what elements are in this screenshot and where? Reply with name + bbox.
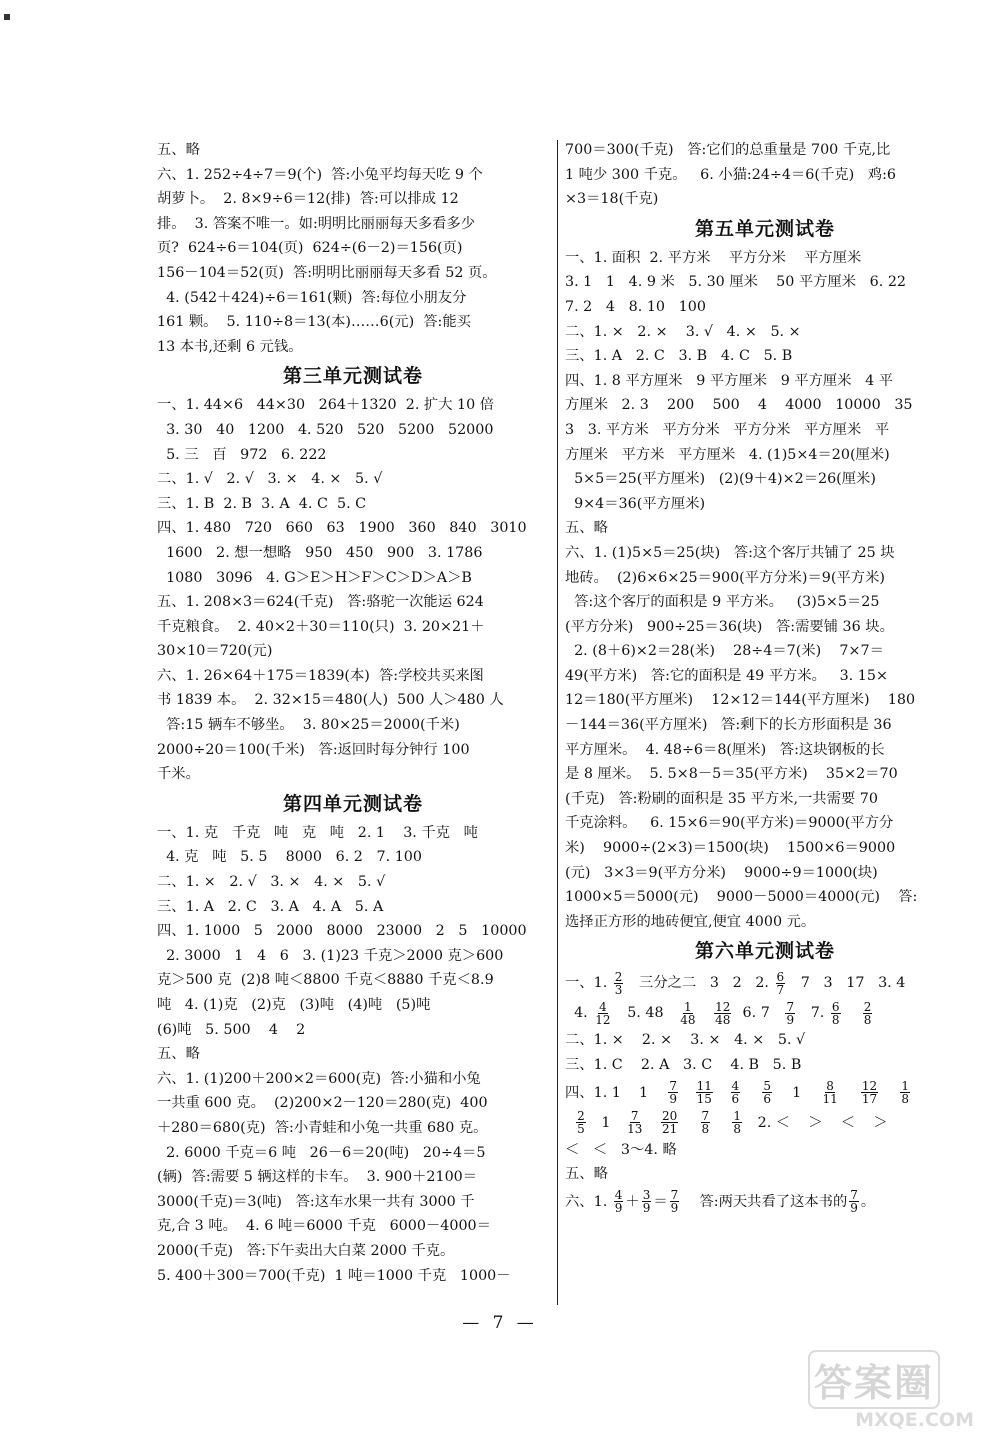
answer-line: 六、1. 252÷4÷7＝9(个) 答:小兔平均每天吃 9 个 (157, 166, 483, 183)
answer-line: 5. 400＋300＝700(千克) 1 吨＝1000 千克 1000－ (157, 1267, 511, 1284)
answer-line: 吨 4. (1)克 (2)克 (3)吨 (4)吨 (5)吨 (157, 997, 431, 1013)
answer-line: 161 颗。 5. 110÷8＝13(本)……6(元) 答:能买 (157, 314, 471, 331)
answer-line: 六、1. (1)200＋200×2＝600(克) 答:小猫和小兔 (157, 1070, 481, 1087)
answer-line: 4. 克 吨 5. 5 8000 6. 2 7. 100 (157, 849, 423, 866)
answer-line: 30×10＝720(元) (157, 643, 273, 660)
answer-line: 五、略 (157, 142, 200, 158)
fraction: $\frac{20}{21}$ (662, 1109, 678, 1137)
answer-line: 700＝300(千克) 答:它们的总重量是 700 千克,比 (565, 142, 891, 158)
fraction: $\frac{6}{8}$ (831, 999, 840, 1027)
fraction: $\frac{1}{8}$ (733, 1109, 741, 1137)
page-number: — 7 — (462, 1313, 538, 1333)
answer-line: 五、1. 208×3＝624(千克) 答:骆驼一次能运 624 (157, 594, 484, 611)
answer-line: 一共重 600 克。 (2)200×2－120＝280(克) 400 (157, 1095, 488, 1112)
answer-line: 二、1. × 2. × 3. × 4. × 5. √ (565, 1032, 806, 1049)
fraction: $\frac{2}{5}$ (577, 1109, 585, 1137)
fraction: $\frac{6}{7}$ (776, 969, 785, 997)
answer-line: 二、1. × 2. √ 3. × 4. × 5. √ (157, 874, 386, 891)
fraction: $\frac{12}{17}$ (861, 1079, 878, 1107)
fraction: $\frac{3}{9}$ (642, 1188, 651, 1216)
answer-line: ＋280＝680(克) 答:小青蛙和小兔一共重 680 克。 (157, 1119, 488, 1136)
answer-line: 5×5＝25(平方厘米) (2)(9＋4)×2＝26(厘米) (565, 471, 876, 488)
fraction: $\frac{7}{9}$ (786, 999, 795, 1027)
column-divider (557, 140, 558, 1305)
answer-line: 六、1. $\frac{4}{9}$ ＋ $\frac{3}{9}$ ＝ $\frac{7}{9}$ 答:两天共看了这本书的 $\frac{7}{9}$ 。 (565, 1188, 876, 1216)
watermark-logo (808, 1350, 978, 1430)
answer-line: 克,合 3 吨。 4. 6 吨＝6000 千克 6000－4000＝ (157, 1218, 491, 1235)
answer-line: 三、1. A 2. C 3. B 4. C 5. B (565, 348, 793, 365)
fraction: $\frac{2}{8}$ (863, 999, 872, 1027)
answer-line: 5. 三 百 972 6. 222 (157, 446, 327, 463)
answer-line: 1080 3096 4. G＞E＞H＞F＞C＞D＞A＞B (157, 569, 472, 586)
answer-line: ＜ ＜ 3～4. 略 (565, 1141, 677, 1158)
answer-line: 3. 1 1 4. 9 米 5. 30 厘米 50 平方厘米 6. 22 (565, 274, 907, 291)
answer-line: 三、1. B 2. B 3. A 4. C 5. C (157, 495, 367, 512)
answer-line: 地砖。 (2)6×6×25＝900(平方分米)＝9(平方米) (565, 569, 885, 586)
answer-line: (千克) 答:粉刷的面积是 35 平方米,一共需要 70 (565, 790, 878, 807)
answer-line: 9×4＝36(平方厘米) (565, 495, 706, 512)
answer-line: 四、1. 1000 5 2000 8000 23000 2 5 10000 (157, 923, 527, 940)
answer-line: 2000(千克) 答:下午卖出大白菜 2000 千克。 (157, 1242, 455, 1259)
answer-line: 胡萝卜。 2. 8×9÷6＝12(排) 答:可以排成 12 (157, 191, 459, 208)
fraction: $\frac{11}{15}$ (696, 1079, 712, 1107)
answer-line: ×3＝18(千克) (565, 191, 659, 208)
right-column (565, 138, 965, 1217)
answer-line: 六、1. (1)5×5＝25(块) 答:这个客厅共铺了 25 块 (565, 544, 895, 561)
answer-line: 是 8 厘米。 5. 5×8－5＝35(平方米) 35×2＝70 (565, 766, 898, 783)
answer-line: 2000÷20＝100(千米) 答:返回时每分钟行 100 (157, 741, 470, 758)
fraction: $\frac{8}{11}$ (822, 1079, 838, 1107)
left-column (157, 138, 549, 1288)
fraction: $\frac{4}{9}$ (614, 1188, 623, 1216)
fraction: $\frac{7}{13}$ (627, 1109, 643, 1137)
answer-line: 二、1. √ 2. √ 3. × 4. × 5. √ (157, 471, 383, 488)
answer-line: 一、1. 44×6 44×30 264＋1320 2. 扩大 10 倍 (157, 397, 495, 414)
answer-line: 1000×5＝5000(元) 9000－5000＝4000(元) 答: (565, 889, 918, 906)
answer-line: (元) 3×3＝9(平方分米) 9000÷9＝1000(块) (565, 864, 878, 881)
answer-line: 五、略 (157, 1046, 200, 1063)
answer-line: 千米。 (157, 766, 200, 783)
fraction: $\frac{7}{8}$ (701, 1109, 710, 1137)
answer-line: 方厘米 2. 3 200 500 4 4000 10000 35 (565, 397, 913, 414)
fraction: $\frac{7}{9}$ (670, 1188, 679, 1216)
fraction: $\frac{4}{12}$ (595, 999, 611, 1027)
answer-line: 3000(千克)＝3(吨) 答:这车水果一共有 3000 千 (157, 1193, 475, 1210)
answer-line: (6)吨 5. 500 4 2 (157, 1021, 306, 1038)
answer-line: 四、1. 1 1 $\frac{7}{9}$ $\frac{11}{15}$ $\frac{4}{6}$ $\frac{5}{6}$ 1 $\frac{8}{11}$ $\frac{12}{17}$ $\frac{1}{8}$ (565, 1079, 910, 1107)
answer-line: 3 3. 平方米 平方分米 平方分米 平方厘米 平 (565, 421, 890, 438)
answer-line: 选择正方形的地砖便宜,便宜 4000 元。 (565, 913, 816, 930)
answer-line: 2. (8＋6)×2＝28(米) 28÷4＝7(米) 7×7＝ (565, 643, 884, 660)
answer-line: 1 吨少 300 千克。 6. 小猫:24÷4＝6(千克) 鸡:6 (565, 166, 896, 183)
answer-line: 三、1. A 2. C 3. A 4. A 5. A (157, 898, 384, 915)
answer-line: 1600 2. 想一想略 950 450 900 3. 1786 (157, 544, 483, 561)
answer-line: 一、1. $\frac{2}{3}$ 三分之二 3 2 2. $\frac{6}{7}$ 7 3 17 3. 4 (565, 969, 906, 997)
answer-line: 答:这个客厅的面积是 9 平方米。 (3)5×5＝25 (565, 594, 880, 611)
watermark-url: MXQE.COM (855, 1409, 974, 1431)
answer-line: 五、略 (565, 1166, 608, 1183)
fraction: $\frac{5}{6}$ (763, 1079, 771, 1107)
answer-line: 7. 2 4 8. 10 100 (565, 298, 706, 315)
fraction: $\frac{7}{9}$ (669, 1079, 677, 1107)
answer-line: 3. 30 40 1200 4. 520 520 5200 52000 (157, 421, 494, 438)
answer-line: (辆) 答:需要 5 辆这样的卡车。 3. 900＋2100＝ (157, 1169, 478, 1186)
fraction: $\frac{2}{3}$ (614, 969, 623, 997)
answer-line: 一、1. 克 千克 吨 克 吨 2. 1 3. 千克 吨 (157, 824, 478, 841)
answer-line: 一、1. 面积 2. 平方米 平方分米 平方厘米 (565, 249, 862, 266)
answer-line: 二、1. × 2. × 3. √ 4. × 5. × (565, 323, 801, 340)
answer-line: －144＝36(平方厘米) 答:剩下的长方形面积是 36 (565, 717, 892, 734)
answer-line: 2. 3000 1 4 6 3. (1)23 千克＞2000 克＞600 (157, 947, 504, 964)
answer-line: 方厘米 平方米 平方厘米 4. (1)5×4＝20(厘米) (565, 446, 890, 463)
answer-line: 书 1839 本。 2. 32×15＝480(人) 500 人＞480 人 (157, 692, 504, 709)
answer-line: 四、1. 8 平方厘米 9 平方厘米 9 平方厘米 4 平 (565, 372, 894, 389)
answer-line: 156－104＝52(页) 答:明明比丽丽每天多看 52 页。 (157, 264, 497, 281)
answer-line: 平方厘米。 4. 48÷6＝8(厘米) 答:这块钢板的长 (565, 741, 885, 758)
section-heading: 第三单元测试卷 (282, 365, 423, 388)
answer-line: 千克粮食。 2. 40×2＋30＝110(只) 3. 20×21＋ (157, 618, 485, 635)
answer-line: 4. $\frac{4}{12}$ 5. 48 $\frac{1}{48}$ $\frac{12}{48}$ 6. 7 $\frac{7}{9}$ 7. $\frac{6}{8}$ $\frac{2}{8}$ (565, 999, 872, 1027)
answer-line: 49(平方米) 答:它的面积是 49 平方米。 3. 15× (565, 667, 888, 684)
scan-corner-mark (4, 14, 10, 20)
answer-line: 千克涂料。 6. 15×6＝90(平方米)＝9000(平方分 (565, 815, 894, 832)
fraction: $\frac{7}{9}$ (850, 1188, 858, 1216)
answer-line: 答:15 辆车不够坐。 3. 80×25＝2000(千米) (157, 717, 460, 734)
answer-line: 页? 624÷6＝104(页) 624÷(6－2)＝156(页) (157, 240, 463, 257)
answer-line: 米) 9000÷(2×3)＝1500(块) 1500×6＝9000 (565, 840, 896, 857)
section-heading: 第六单元测试卷 (694, 940, 835, 963)
fraction: $\frac{1}{8}$ (901, 1079, 910, 1107)
fraction: $\frac{1}{48}$ (680, 999, 696, 1027)
answer-line: 排。 3. 答案不唯一。如:明明比丽丽每天多看多少 (157, 215, 476, 232)
answer-line: 三、1. C 2. A 3. C 4. B 5. B (565, 1057, 802, 1073)
answer-line: $\frac{2}{5}$ 1 $\frac{7}{13}$ $\frac{20}{21}$ $\frac{7}{8}$ $\frac{1}{8}$ 2. ＜ ＞ ＜ ＞ (577, 1109, 888, 1137)
watermark-logo-text: 答案圈 (808, 1350, 940, 1409)
answer-line: 克＞500 克 (2)8 吨＜8800 千克＜8880 千克＜8.9 (157, 972, 494, 989)
answer-line: (平方分米) 900÷25＝36(块) 答:需要铺 36 块。 (565, 618, 894, 635)
fraction: $\frac{12}{48}$ (715, 999, 731, 1027)
section-heading: 第四单元测试卷 (282, 792, 423, 815)
answer-line: 13 本书,还剩 6 元钱。 (157, 338, 303, 355)
answer-line: 四、1. 480 720 660 63 1900 360 840 3010 (157, 520, 527, 537)
answer-line: 五、略 (565, 520, 608, 537)
fraction: $\frac{4}{6}$ (731, 1079, 740, 1107)
answer-line: 12＝180(平方厘米) 12×12＝144(平方厘米) 180 (565, 692, 916, 709)
answer-line: 2. 6000 千克＝6 吨 26－6＝20(吨) 20÷4＝5 (157, 1144, 486, 1161)
answer-line: 六、1. 26×64＋175＝1839(本) 答:学校共买来图 (157, 667, 484, 684)
answer-line: 4. (542＋424)÷6＝161(颗) 答:每位小朋友分 (157, 289, 467, 306)
section-heading: 第五单元测试卷 (694, 217, 835, 240)
